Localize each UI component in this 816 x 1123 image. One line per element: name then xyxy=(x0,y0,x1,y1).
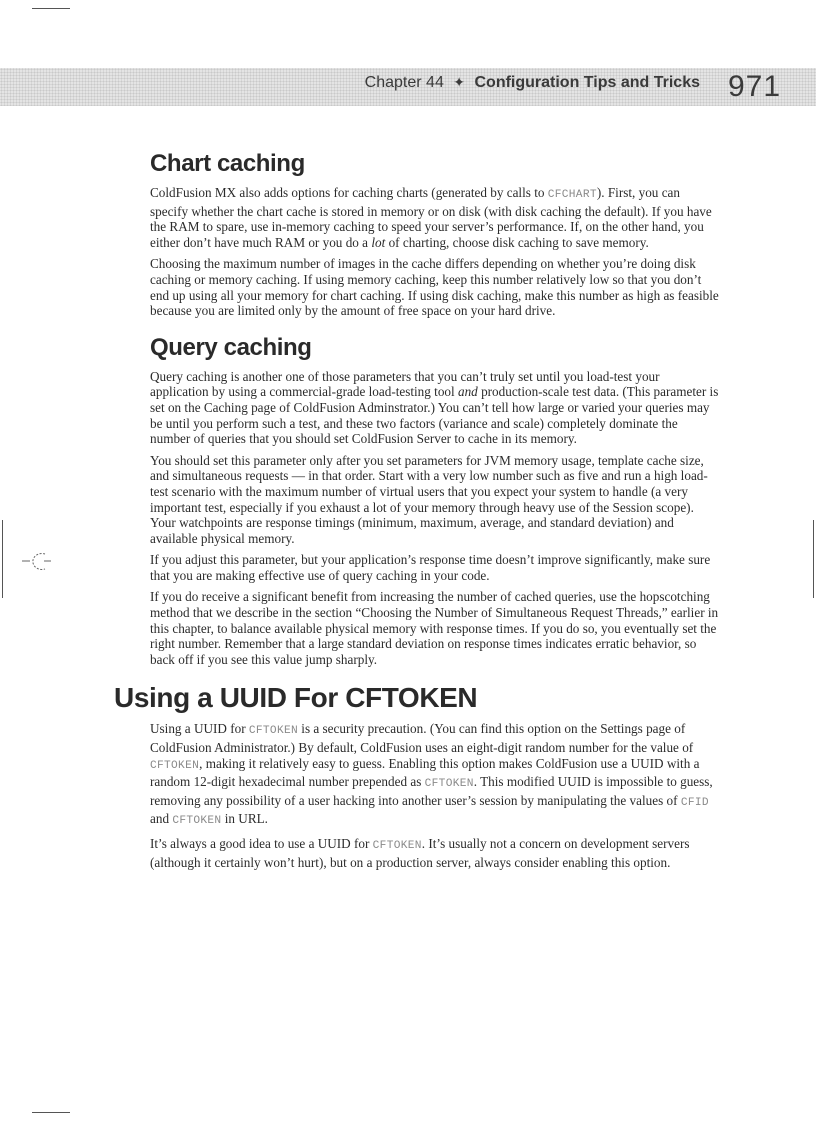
diamond-icon: ✦ xyxy=(453,74,466,90)
paragraph: If you do receive a significant benefit from increasing the number of cached queries, use the hopscotching method that we describe in the section “Choosing the Number of Simultaneous Request Threads,” earlier in this chapter, to balance available physical memory with response times. If you do so, you eventually set the right number. Remember that a large standard deviation on response times indicates erratic behavior, so back off if you see this value jump sharply. xyxy=(150,589,719,667)
page-number: 971 xyxy=(728,70,782,103)
running-head xyxy=(365,74,700,92)
heading-uuid-cftoken: Using a UUID For CFTOKEN xyxy=(114,682,478,714)
crop-mark-bottom xyxy=(32,1112,70,1113)
code-cftoken: CFTOKEN xyxy=(248,725,298,738)
edge-mark-right xyxy=(813,520,814,598)
code-cfchart: CFCHART xyxy=(547,189,597,201)
heading-query-caching: Query caching xyxy=(150,333,312,361)
page-content xyxy=(114,150,720,876)
code-cfid: CFID xyxy=(680,796,709,809)
paragraph: Using a UUID for CFTOKEN is a security precaution. (You can find this option on the Settings page of ColdFusion Administrator.) By default, ColdFusion uses an eight-digit random number for the value of CFTOKEN, making it relatively easy to guess. Enabling this option makes ColdFusion use a UUID with a random 12-digit hexadecimal number prepended as CFTOKEN. This modified UUID is impossible to guess, removing any possibility of a user hacking into another user’s session by manipulating the values of CFID and CFTOKEN in URL. xyxy=(150,721,713,828)
heading-chart-caching: Chart caching xyxy=(150,150,305,177)
registration-mark-icon xyxy=(18,549,54,577)
code-cftoken: CFTOKEN xyxy=(150,759,200,772)
paragraph: You should set this parameter only after you set parameters for JVM memory usage, template cache size, and simultaneous requests — in that order. Start with a very low number such as five and run a high load-test scenario with the maximum number of virtual users that you expect your system to handle (a very important test, especially if you exhaust a lot of your memory through heavy use of the Session scope). Your watchpoints are response timings (minimum, maximum, average, and standard deviation) and available physical memory. xyxy=(150,452,708,546)
paragraph: ColdFusion MX also adds options for caching charts (generated by calls to CFCHART). First, you can specify whether the chart cache is stored in memory or on disk (with disk caching the default). If you have the RAM to spare, use in-memory caching to speed your server’s performance. If, on the other hand, you either don’t have much RAM or you do a lot of charting, choose disk caching to save memory. xyxy=(150,185,712,250)
crop-mark-top xyxy=(32,8,70,9)
code-cftoken: CFTOKEN xyxy=(372,840,422,852)
code-cftoken: CFTOKEN xyxy=(172,815,222,828)
section-title: Configuration Tips and Tricks xyxy=(474,74,700,91)
chapter-label: Chapter 44 xyxy=(364,74,444,91)
paragraph: Query caching is another one of those parameters that you can’t truly set until you load-test your application by using a commercial-grade load-testing tool and production-scale test data. (This parameter is set on the Caching page of ColdFusion Adminstrator.) You can’t tell how large or varied your queries may be until you perform such a test, and these two factors (variance and scale) completely dominate the number of queries that you should set ColdFusion Server to cache in its memory. xyxy=(150,368,719,447)
code-cftoken: CFTOKEN xyxy=(424,778,474,791)
edge-mark-left xyxy=(2,520,3,598)
paragraph: It’s always a good idea to use a UUID for CFTOKEN. It’s usually not a concern on development servers (although it certainly won’t hurt), but on a production server, always consider enabling this option. xyxy=(150,836,690,870)
paragraph: Choosing the maximum number of images in the cache differs depending on whether you’re doing disk caching or memory caching. If using memory caching, keep this number relatively low so that you don’t end up using all your memory for chart caching. If using disk caching, make this number as high as feasible because you are limited only by the amount of free space on your hard drive. xyxy=(150,256,719,319)
paragraph: If you adjust this parameter, but your application’s response time doesn’t improve significantly, make sure that you are making effective use of query caching in your code. xyxy=(150,552,711,583)
